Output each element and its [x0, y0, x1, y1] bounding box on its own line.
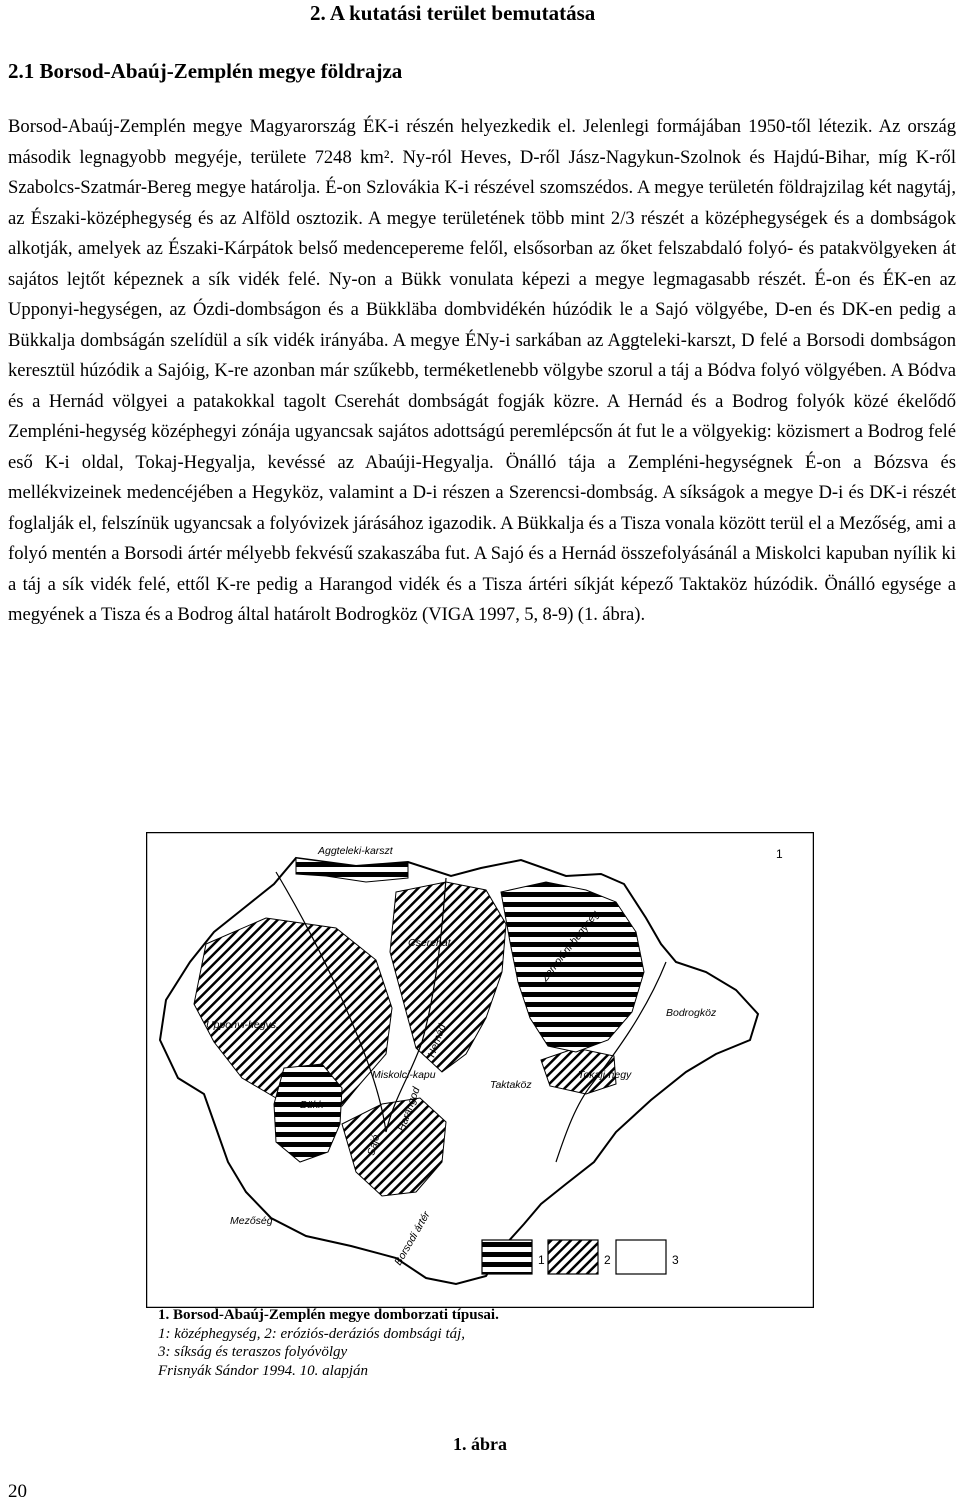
label-sajo: Sajó: [365, 1133, 383, 1157]
legend-swatch-hills: [548, 1240, 598, 1274]
page-number: 20: [8, 1481, 27, 1502]
relief-map: [146, 832, 814, 1308]
label-upponyi-hegyseg: Upponyi-hegys.: [206, 1019, 279, 1031]
legend-label-2: 2: [604, 1253, 611, 1267]
legend-label-3: 3: [672, 1253, 679, 1267]
label-hernad: Hernád: [425, 1022, 449, 1060]
caption-line-2: 1: középhegység, 2: eróziós-deráziós dombsági táj,: [158, 1325, 466, 1342]
caption-line-4: Frisnyák Sándor 1994. 10. alapján: [158, 1362, 368, 1379]
label-miskolci-kapu: Miskolci-kapu: [372, 1069, 436, 1081]
caption-line-3: 3: síkság és teraszos folyóvölgy: [158, 1344, 348, 1360]
label-mezoseg: Mezőség: [230, 1215, 273, 1227]
figure-number-mark: 1: [776, 847, 783, 861]
label-bukk: Bükk: [300, 1099, 324, 1111]
relief-map-figure: [146, 832, 814, 1308]
body-paragraph: Borsod-Abaúj-Zemplén megye Magyarország ÉK-i részén helyezkedik el. Jelenlegi formájában 1950-től létezik. Az ország második legnagyobb megyéje, területe 7248 km². Ny-ról Heves, D-ről Jász-Nagykun-Szolnok és Hajdú-Bihar, míg K-ről Szabolcs-Szatmár-Bereg megye határolja. É-on Szlovákia K-i részével szomszédos. A megye területén földrajzilag két nagytáj, az Északi-középhegység és az Alföld osztozik. A megye területének több mint 2/3 részét a középhegységek és a dombságok alkotják, amelyek az Északi-Kárpátok belső medencepereme felől, elsősorban az őket felszabdaló folyó- és patakvölgyeken át sajátos lejtőt képeznek a sík vidék felé. Ny-on a Bükk vonulata képezi a megye legmagasabb részét. É-on és ÉK-en az Upponyi-hegységen, az Ózdi-dombságon és a Bükkläba dombvidékén húzódik le a Sajó völgyébe, D-en és DK-en pedig a Bükkalja dombságán szelídül a sík vidék irányába. A megye ÉNy-i sarkában az Aggteleki-karszt, D felé a Borsodi dombságon keresztül húzódik a Sajóig, K-re azonban már szűkebb, terméketlenebb völgybe szorul a táj a Bódva folyó völgyében. A Bódva és a Hernád völgyei a patakokkal tagolt Cserehát dombságát fogják közre. A Hernád és a Bodrog folyók közé ékelődő Zempléni-hegység középhegyi zónája ugyancsak sajátos adottságú peremlépcsőn át fut le a völgyekig: közismert a Bodrog felé eső K-i oldal, Tokaj-Hegyalja, kevéssé az Abaúji-Hegyalja. Önálló tája a Zempléni-hegységnek É-on a Bózsva és mellékvizeinek medencéjében a Hegyköz, valamint a D-i részen a Szerencsi-dombság. A síkságok a megye D-i és DK-i részét foglalják el, felszínük ugyancsak a folyóvizek járásához igazodik. A Bükkalja és a Tisza vonala között terül el a Mezőség, ami a folyó mentén a Borsodi ártér mélyebb fekvésű szakaszába fut. A Sajó és a Hernád összefolyásánál a Miskolci kapuban nyílik ki a táj a sík vidék felé, ettől K-re pedig a Harangod vidék és a Tisza ártéri síkját képező Taktaköz húzódik. Önálló egysége a megyének a Tisza és a Bodrog által határolt Bodrogköz (VIGA 1997, 5, 8-9) (1. ábra).: [8, 116, 956, 625]
label-zempleni-hegyseg: Zempléni-hegység: [538, 908, 602, 984]
chapter-title: 2. A kutatási terület bemutatása: [310, 1, 596, 25]
label-cserehat: Cserehát: [408, 937, 451, 949]
label-harangod: Harangod: [395, 1085, 423, 1134]
caption-line-1: 1. Borsod-Abaúj-Zemplén megye domborzati típusai.: [158, 1307, 499, 1323]
label-bodrogkoz: Bodrogköz: [666, 1007, 717, 1019]
figure-caption: [158, 1306, 718, 1380]
legend-swatch-mountain: [482, 1240, 532, 1274]
section-title: 2.1 Borsod-Abaúj-Zemplén megye földrajza: [8, 59, 403, 83]
label-taktakoz: Taktaköz: [490, 1079, 532, 1091]
label-borsodi-arter: Borsodi ártér: [392, 1209, 433, 1268]
figure-title: 1. ábra: [453, 1434, 507, 1454]
label-tokaji-hegy: Tokaji-hegy: [578, 1069, 632, 1081]
label-aggteleki-karszt: Aggteleki-karszt: [318, 845, 393, 857]
legend-swatch-plain: [616, 1240, 666, 1274]
legend-label-1: 1: [538, 1253, 545, 1267]
